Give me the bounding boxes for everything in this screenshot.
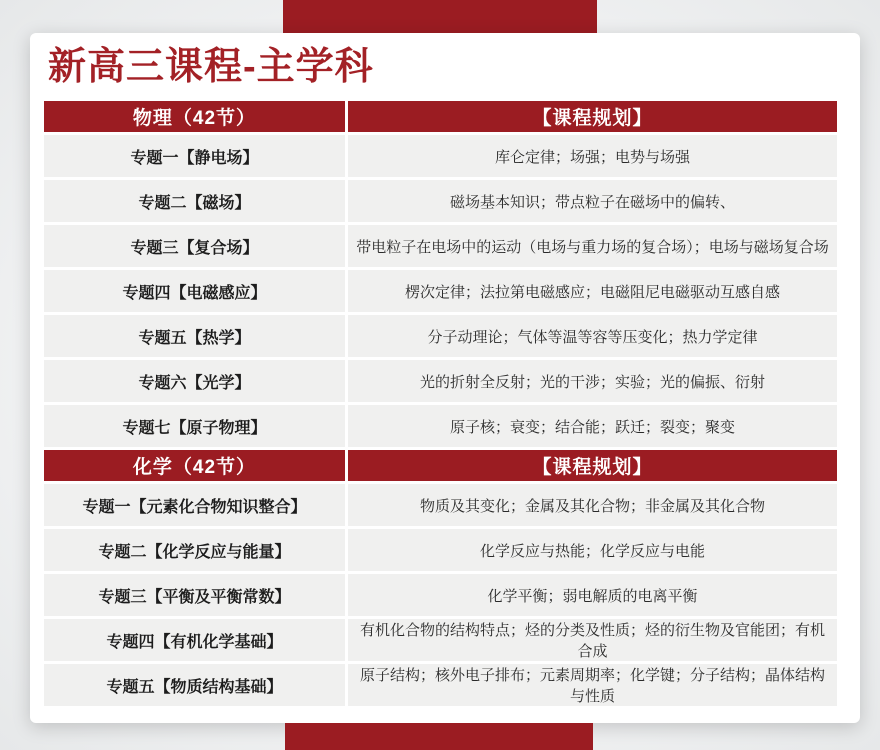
table-row-topic: 专题一【静电场】 (44, 135, 345, 177)
table-row-topic: 专题六【光学】 (44, 360, 345, 402)
table-row-topic: 专题五【物质结构基础】 (44, 664, 345, 706)
table-row-plan: 磁场基本知识；带点粒子在磁场中的偏转、 (348, 180, 837, 222)
table-row-plan: 化学平衡；弱电解质的电离平衡 (348, 574, 837, 616)
table-row-plan: 分子动理论；气体等温等容等压变化；热力学定律 (348, 315, 837, 357)
bottom-accent-bar (285, 723, 593, 750)
page-title: 新高三课程-主学科 (48, 46, 374, 88)
table-row-topic: 专题五【热学】 (44, 315, 345, 357)
table-row-plan: 库仑定律；场强；电势与场强 (348, 135, 837, 177)
table-row-plan: 光的折射全反射；光的干涉；实验；光的偏振、衍射 (348, 360, 837, 402)
table-row-plan: 楞次定律；法拉第电磁感应；电磁阻尼电磁驱动互感自感 (348, 270, 837, 312)
table-row-topic: 专题四【有机化学基础】 (44, 619, 345, 661)
table-row-plan: 原子核；衰变；结合能；跃迁；裂变；聚变 (348, 405, 837, 447)
table-row-topic: 专题一【元素化合物知识整合】 (44, 484, 345, 526)
physics-plan-header: 【课程规划】 (348, 101, 837, 132)
top-accent-bar (283, 0, 597, 33)
table-row-plan: 物质及其变化；金属及其化合物；非金属及其化合物 (348, 484, 837, 526)
content-card (30, 33, 860, 723)
table-row-topic: 专题三【复合场】 (44, 225, 345, 267)
table-row-topic: 专题二【化学反应与能量】 (44, 529, 345, 571)
table-row-topic: 专题二【磁场】 (44, 180, 345, 222)
table-row-plan: 有机化合物的结构特点；烃的分类及性质；烃的衍生物及官能团；有机合成 (348, 619, 837, 661)
physics-subject-header: 物理（42节） (44, 101, 345, 132)
course-table (44, 101, 837, 706)
chemistry-plan-header: 【课程规划】 (348, 450, 837, 481)
table-row-topic: 专题七【原子物理】 (44, 405, 345, 447)
table-row-plan: 原子结构；核外电子排布；元素周期率；化学键；分子结构；晶体结构与性质 (348, 664, 837, 706)
table-row-plan: 带电粒子在电场中的运动（电场与重力场的复合场）；电场与磁场复合场 (348, 225, 837, 267)
table-row-topic: 专题四【电磁感应】 (44, 270, 345, 312)
table-row-plan: 化学反应与热能；化学反应与电能 (348, 529, 837, 571)
chemistry-subject-header: 化学（42节） (44, 450, 345, 481)
table-row-topic: 专题三【平衡及平衡常数】 (44, 574, 345, 616)
